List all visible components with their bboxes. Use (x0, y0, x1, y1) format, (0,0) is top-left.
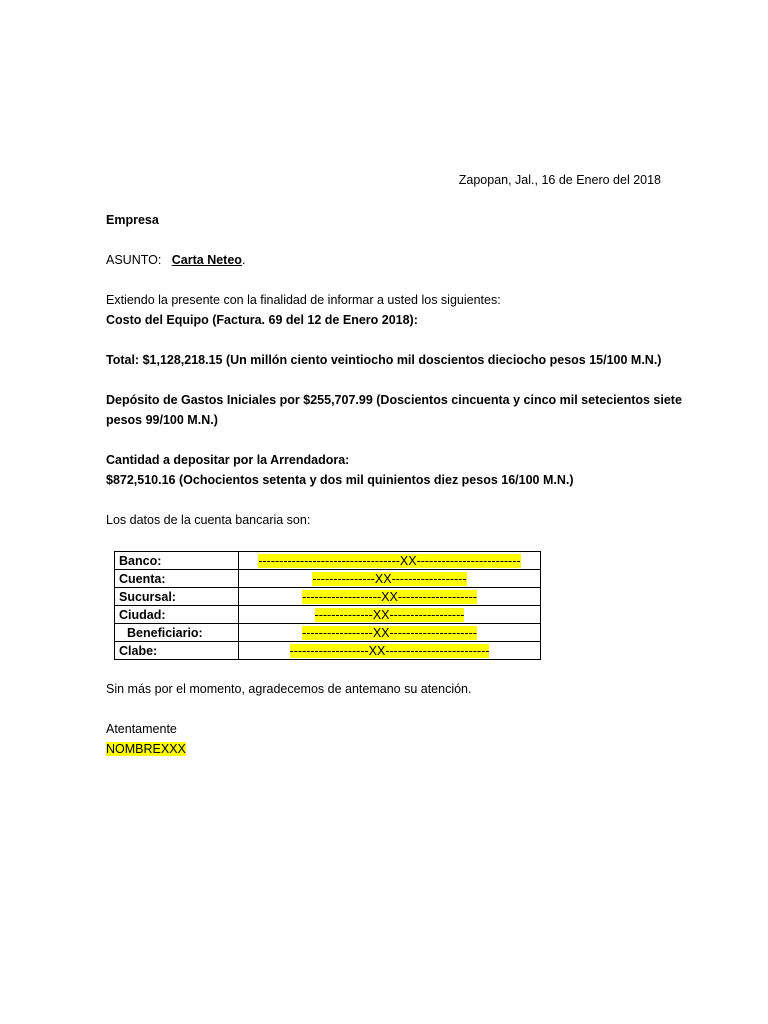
subject-label: ASUNTO: (106, 253, 162, 267)
subject-line (106, 252, 245, 268)
place-date: Zapopan, Jal., 16 de Enero del 2018 (458, 173, 661, 187)
account-label: Cuenta: (115, 570, 239, 588)
branch-value: -------------------XX------------------- (302, 589, 477, 604)
lessor-line-2: $872,510.16 (Ochocientos setenta y dos mil quinientos diez pesos 16/100 M.N.) (106, 473, 574, 487)
total-line: Total: $1,128,218.15 (Un millón ciento veintiocho mil doscientos dieciocho pesos 15/100 M.N.) (106, 353, 662, 367)
branch-label: Sucursal: (115, 588, 239, 606)
deposit-line-1: Depósito de Gastos Iniciales por $255,707.99 (Doscientos cincuenta y cinco mil setecientos siete (106, 393, 682, 407)
closing-text: Sin más por el momento, agradecemos de antemano su atención. (106, 682, 472, 696)
table-row (115, 552, 541, 570)
recipient: Empresa (106, 213, 159, 227)
beneficiary-label: Beneficiario: (115, 624, 239, 642)
beneficiary-value-cell (239, 624, 541, 642)
subject-period: . (241, 253, 246, 267)
bank-value: ----------------------------------XX------------------------- (258, 553, 521, 568)
city-label: Ciudad: (115, 606, 239, 624)
bank-value-cell (239, 552, 541, 570)
bank-details-table (114, 551, 541, 660)
bank-intro: Los datos de la cuenta bancaria son: (106, 513, 311, 527)
account-value-cell (239, 570, 541, 588)
bank-label: Banco: (115, 552, 239, 570)
table-row (115, 588, 541, 606)
account-value: ---------------XX------------------ (312, 571, 467, 586)
clabe-value-cell (239, 642, 541, 660)
table-row (115, 570, 541, 588)
branch-value-cell (239, 588, 541, 606)
clabe-value: -------------------XX------------------------- (289, 643, 490, 658)
cost-line: Costo del Equipo (Factura. 69 del 12 de Enero 2018): (106, 313, 418, 327)
table-row (115, 606, 541, 624)
signer-name: NOMBREXXX (106, 742, 186, 756)
beneficiary-value: -----------------XX--------------------- (302, 625, 477, 640)
table-row (115, 642, 541, 660)
city-value: --------------XX------------------ (314, 607, 465, 622)
signer-line (106, 741, 186, 757)
intro-text: Extiendo la presente con la finalidad de informar a usted los siguientes: (106, 293, 501, 307)
clabe-label: Clabe: (115, 642, 239, 660)
subject-value: Carta Neteo (171, 253, 242, 267)
deposit-line-2: pesos 99/100 M.N.) (106, 413, 218, 427)
lessor-line-1: Cantidad a depositar por la Arrendadora: (106, 453, 350, 467)
table-row (115, 624, 541, 642)
sign-off: Atentamente (106, 722, 177, 736)
city-value-cell (239, 606, 541, 624)
